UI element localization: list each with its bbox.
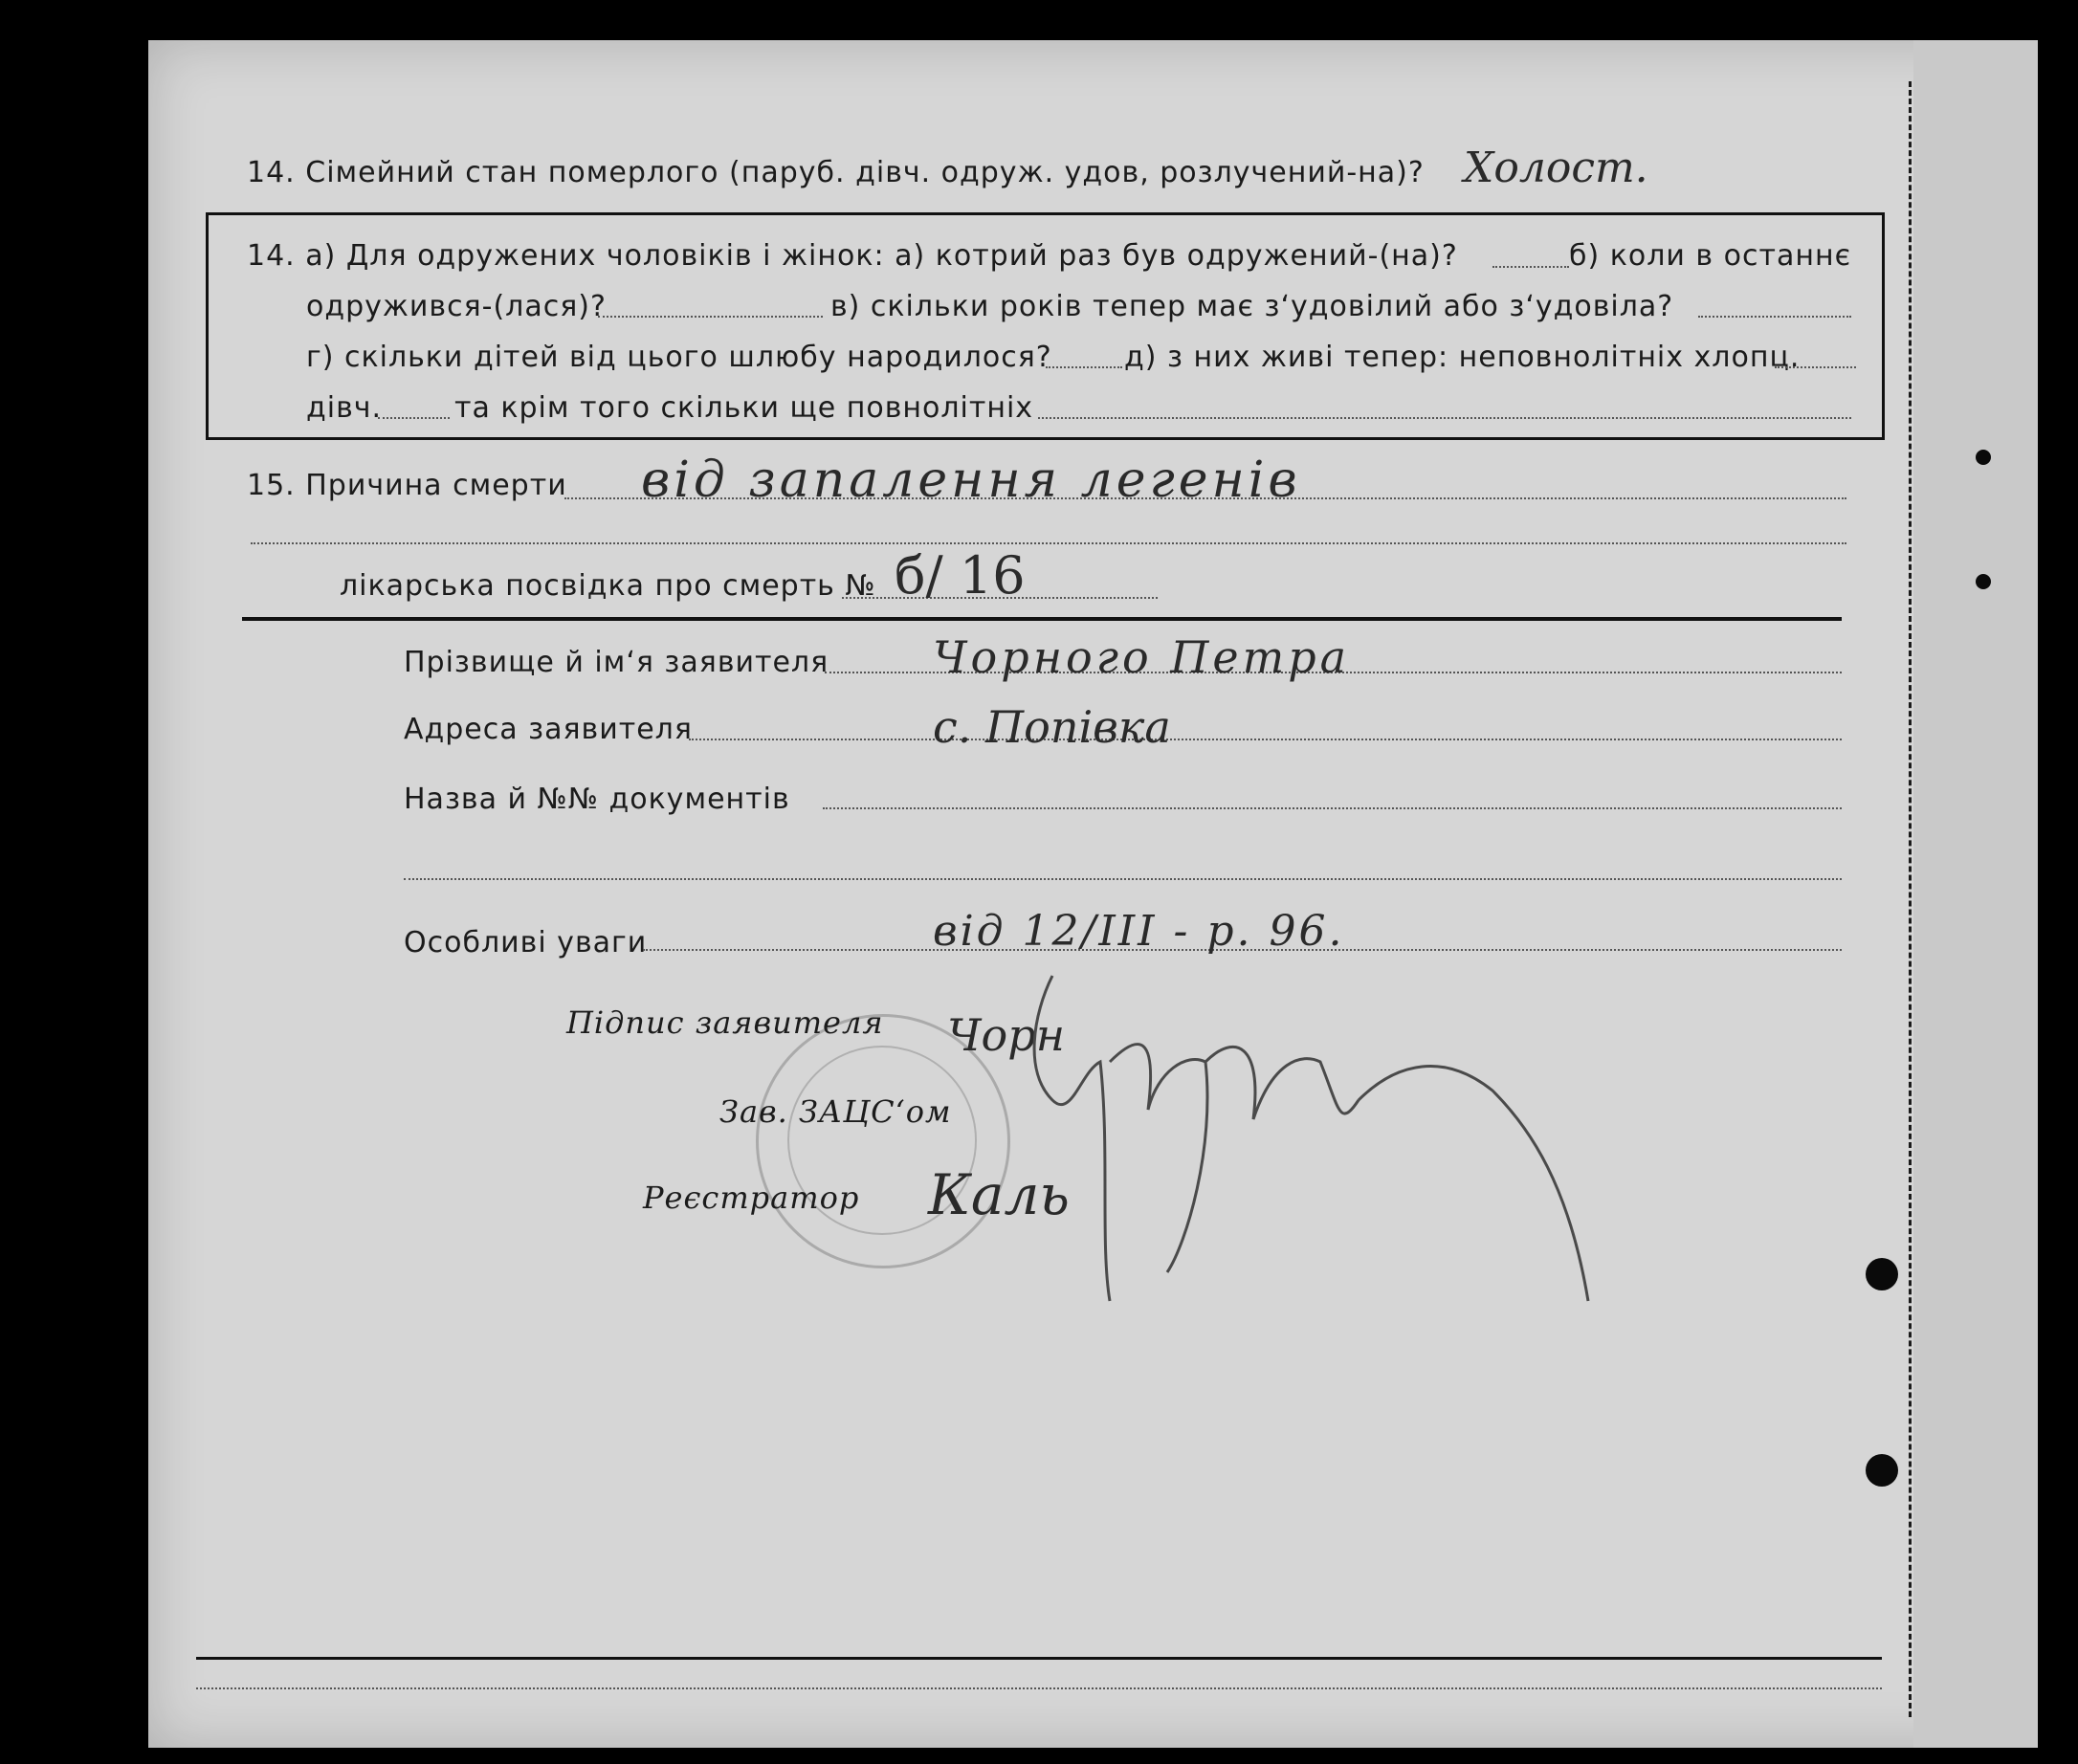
applicant-name-label: Прізвище й ім‘я заявителя — [404, 646, 829, 679]
applicant-address-label: Адреса заявителя — [404, 713, 693, 746]
applicant-signature-label: Підпис заявителя — [566, 1004, 884, 1041]
q14a-line1-b: б) коли в останнє — [1569, 239, 1852, 273]
head-signature-scribble — [995, 957, 1607, 1320]
documents-label: Назва й №№ документів — [404, 783, 790, 816]
q14-marital-label: 14. Сімейний стан померлого (паруб. дівч. одруж. удов, розлучений-на)? — [247, 156, 1425, 189]
remarks-label: Особливі уваги — [404, 926, 648, 959]
q14a-dots-4 — [1046, 366, 1122, 368]
binding-hole-2 — [1866, 1454, 1898, 1487]
perforation-line — [1909, 81, 1912, 1717]
q14a-dots-6 — [378, 417, 450, 419]
applicant-address-dots — [689, 739, 1842, 740]
binding-hole-1 — [1866, 1258, 1898, 1290]
q14a-dots-1 — [1492, 266, 1569, 268]
q14a-dots-2 — [598, 316, 823, 318]
remarks-answer: від 12/III - р. 96. — [933, 907, 1345, 956]
registrar-signature: Каль — [928, 1162, 1070, 1227]
section-divider — [242, 617, 1842, 621]
q14a-dots-3 — [1698, 316, 1851, 318]
q14-marital-answer: Холост. — [1464, 143, 1648, 192]
documents-dots-1 — [823, 807, 1842, 809]
q15-cause-answer: від запалення легенів — [641, 452, 1301, 509]
q14a-line2-a: одружився-(лася)? — [306, 290, 607, 323]
applicant-name-answer: Чорного Петра — [933, 631, 1351, 683]
q15-cause-label: 15. Причина смерти — [247, 469, 567, 502]
binding-hole-4 — [1976, 574, 1991, 589]
q14a-dots-7 — [1038, 417, 1851, 419]
q14a-dots-5 — [1775, 366, 1856, 368]
q14a-line3-a: г) скільки дітей від цього шлюбу народилося? — [306, 341, 1052, 374]
bottom-dots — [196, 1687, 1882, 1689]
medical-certificate-answer: б/ 16 — [895, 545, 1026, 606]
applicant-signature: Чорн — [947, 1009, 1065, 1061]
head-zags-label: Зав. ЗАЦС‘ом — [719, 1093, 952, 1130]
binding-hole-3 — [1976, 450, 1991, 465]
documents-dots-2 — [404, 878, 1842, 880]
q14a-line2-b: в) скільки років тепер має з‘удовілий або з‘удовіла? — [830, 290, 1674, 323]
perforated-edge — [1913, 40, 2038, 1748]
q14a-line4-b: та крім того скільки ще повнолітніх — [454, 391, 1034, 425]
q14a-line4-a: дівч. — [306, 391, 383, 425]
q15-dots-2 — [251, 542, 1846, 544]
q14a-line3-b: д) з них живі тепер: неповнолітніх хлопц. — [1124, 341, 1801, 374]
registrar-label: Реєстратор — [643, 1180, 860, 1216]
applicant-address-answer: с. Попівка — [933, 701, 1171, 753]
bottom-rule — [196, 1657, 1882, 1660]
q14a-line1-a: 14. а) Для одружених чоловіків і жінок: а) котрий раз був одружений-(на)? — [247, 239, 1458, 273]
medical-certificate-label: лікарська посвідка про смерть № — [340, 569, 876, 603]
